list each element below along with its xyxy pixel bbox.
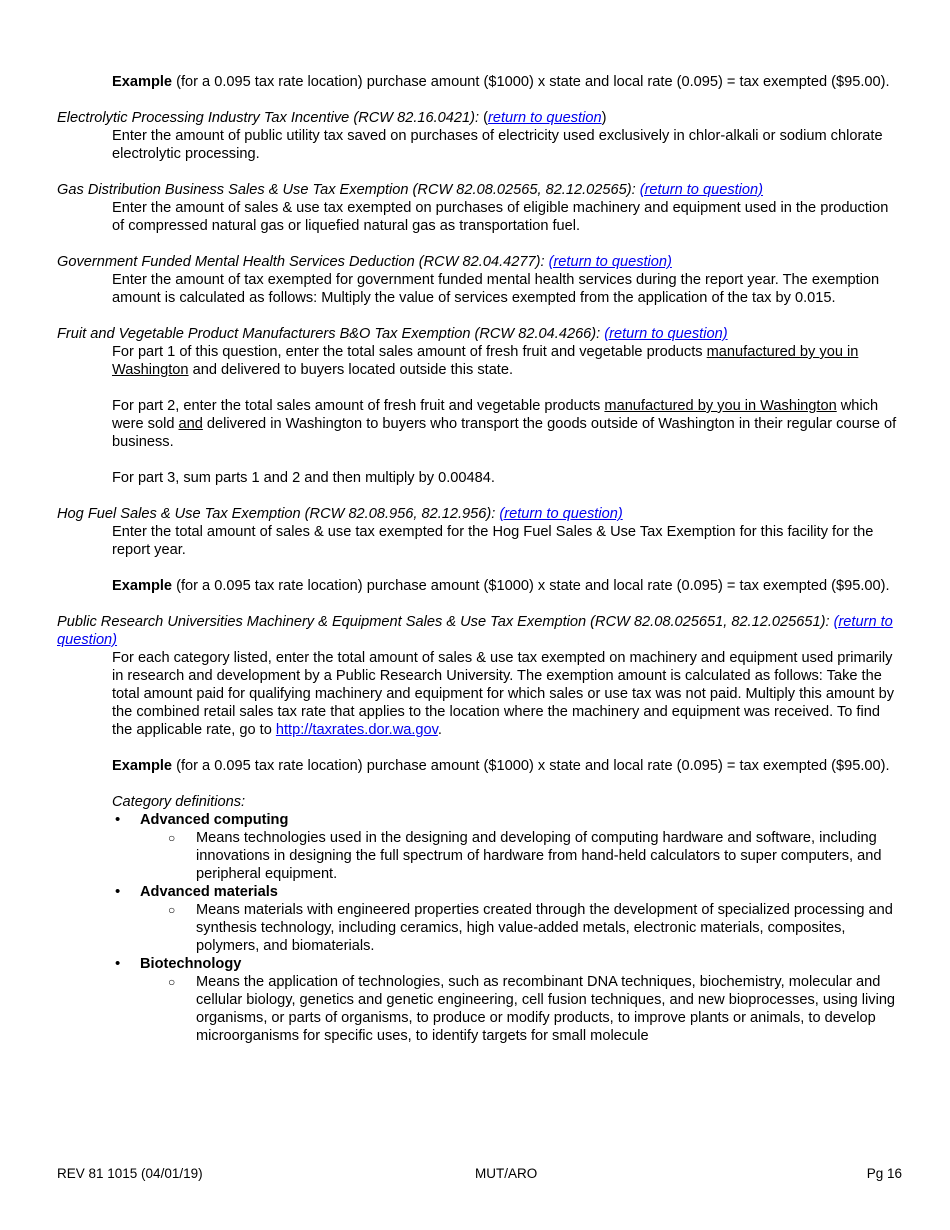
return-to-question-link[interactable]: (return to question)	[604, 326, 728, 342]
section-heading-fruit	[57, 325, 902, 343]
section-title: Electrolytic Processing Industry Tax Incentive (RCW 82.16.0421):	[57, 110, 484, 126]
example-text: (for a 0.095 tax rate location) purchase amount ($1000) x state and local rate (0.095) = tax exempted ($95.00).	[172, 578, 890, 594]
section-body-gas: Enter the amount of sales & use tax exempted on purchases of eligible machinery and equipment used in the production of compressed natural gas or liquefied natural gas as transportation fuel.	[112, 200, 889, 234]
example-label: Example	[112, 74, 173, 90]
section-title: Fruit and Vegetable Product Manufacturers B&O Tax Exemption (RCW 82.04.4266):	[57, 326, 605, 342]
form-number: REV 81 1015 (04/01/19)	[57, 1166, 203, 1181]
section-heading-research	[57, 613, 902, 649]
section-heading-electrolytic: Electrolytic Processing Industry Tax Incentive (RCW 82.16.0421): (return to question)	[57, 110, 607, 126]
example-paragraph	[112, 757, 902, 775]
category-definition: ○ Means technologies used in the designing and developing of computing hardware and software, including innovations in designing the full spectrum of hardware from hand-held calculators to super computers, and peripheral equipment.	[168, 829, 902, 883]
section-heading-gas	[57, 181, 902, 199]
footer-center-label: MUT/ARO	[475, 1166, 538, 1181]
example-paragraph	[112, 73, 902, 91]
page-number: Pg 16	[866, 1166, 902, 1181]
section-title: Public Research Universities Machinery & Equipment Sales & Use Tax Exemption (RCW 82.08.025651, 82.12.025651):	[57, 614, 834, 630]
return-to-question-link[interactable]: (return to question)	[499, 506, 623, 522]
section-body-fruit-part2: For part 2, enter the total sales amount of fresh fruit and vegetable products manufactured by you in Washington which were sold and delivered in Washington to buyers who transport the goods outside of Washington in their regular course of business.	[112, 398, 897, 450]
list-item	[112, 955, 902, 1045]
category-list	[112, 811, 902, 1045]
section-body-fruit-part3: For part 3, sum parts 1 and 2 and then multiply by 0.00484.	[112, 470, 495, 486]
return-to-question-link[interactable]: (return to question)	[57, 614, 893, 648]
example-label: Example	[112, 578, 173, 594]
section-body-fruit-part1: For part 1 of this question, enter the total sales amount of fresh fruit and vegetable products manufactured by you in Washington and delivered to buyers located outside this state.	[112, 344, 859, 378]
example-text: (for a 0.095 tax rate location) purchase amount ($1000) x state and local rate (0.095) = tax exempted ($95.00).	[172, 74, 890, 90]
document-page	[57, 73, 902, 1045]
category-definition: ○ Means materials with engineered properties created through the development of specialized processing and synthesis technology, including ceramics, high value-added metals, electronic materials, composites, polymers, and biomaterials.	[168, 901, 902, 955]
section-title: Hog Fuel Sales & Use Tax Exemption (RCW 82.08.956, 82.12.956):	[57, 506, 500, 522]
category-definitions-heading: Category definitions:	[112, 794, 246, 810]
section-body-hog-fuel: Enter the total amount of sales & use tax exempted for the Hog Fuel Sales & Use Tax Exemption for this facility for the report year.	[112, 524, 874, 558]
section-body-electrolytic: Enter the amount of public utility tax saved on purchases of electricity used exclusively in chlor-alkali or sodium chlorate electrolytic processing.	[112, 128, 883, 162]
example-text: (for a 0.095 tax rate location) purchase amount ($1000) x state and local rate (0.095) = tax exempted ($95.00).	[172, 758, 890, 774]
category-name: Advanced materials	[140, 884, 278, 900]
section-body-research: For each category listed, enter the total amount of sales & use tax exempted on machinery and equipment used primarily in research and development by a Public Research University. The exemption amount is calculated as follows: Take the total amount paid for qualifying machinery and equipment for which sales or use tax was not paid. Multiply this amount by the combined retail sales tax rate that applies to the location where the machinery and equipment was received. To find the applicable rate, go to http://taxrates.dor.wa.gov.	[112, 650, 894, 738]
return-to-question-link[interactable]: (return to question)	[639, 182, 764, 198]
category-name: Biotechnology	[140, 956, 242, 972]
return-to-question-link[interactable]: return to question	[487, 110, 602, 126]
section-title: Government Funded Mental Health Services Deduction (RCW 82.04.4277):	[57, 254, 549, 270]
category-definition: ○ Means the application of technologies, such as recombinant DNA techniques, biochemistry, molecular and cellular biology, genetics and genetic engineering, cell fusion techniques, and new bioprocesses, using living organisms, or parts of organisms, to produce or modify products, to improve plants or animals, to develop microorganisms for specific uses, to identify targets for small molecule	[168, 973, 902, 1045]
section-body-mental-health: Enter the amount of tax exempted for government funded mental health services during the report year. The exemption amount is calculated as follows: Multiply the value of services exempted from the application of the tax by 0.015.	[112, 272, 880, 306]
return-to-question-link[interactable]: (return to question)	[548, 254, 672, 270]
list-item	[112, 883, 902, 955]
section-heading-mental-health	[57, 253, 902, 271]
section-heading-hog-fuel	[57, 505, 902, 523]
category-name: Advanced computing	[140, 812, 289, 828]
example-label: Example	[112, 758, 173, 774]
list-item	[112, 811, 902, 883]
section-title: Gas Distribution Business Sales & Use Tax Exemption (RCW 82.08.02565, 82.12.02565):	[57, 182, 640, 198]
taxrates-url-link[interactable]: http://taxrates.dor.wa.gov	[275, 722, 438, 738]
example-paragraph	[112, 577, 902, 595]
